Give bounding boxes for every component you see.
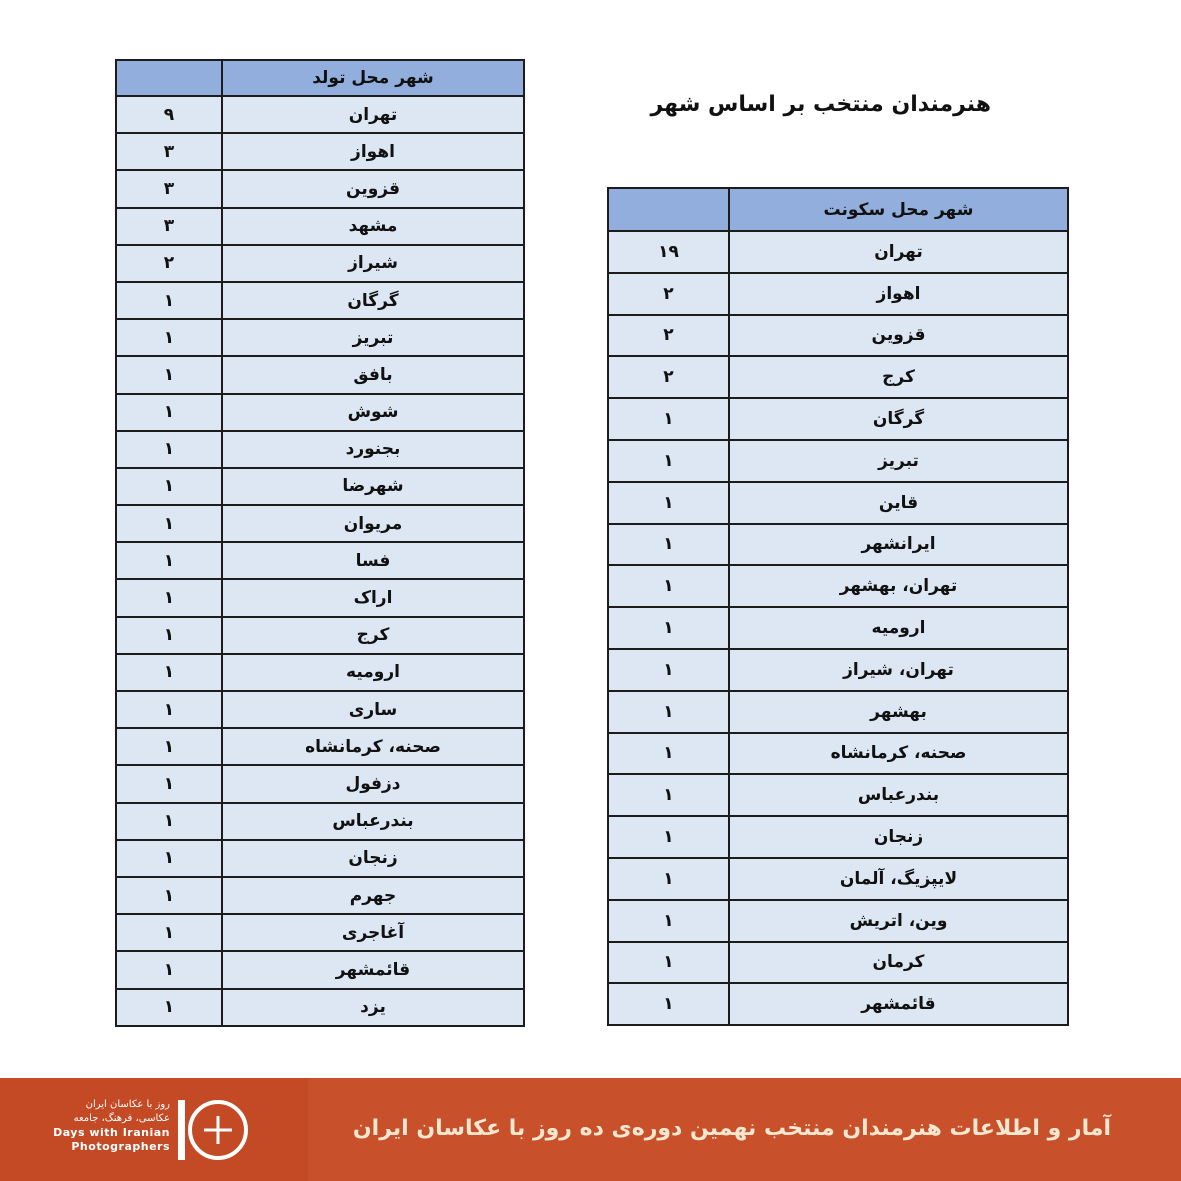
residence-table-count-cell: ۱۹ [608,231,729,273]
birth-table-city-cell: مشهد [222,208,524,245]
birth-table-row [116,542,524,579]
residence-table-city-cell: تهران، بهشهر [729,565,1068,607]
residence-table-row [608,733,1068,775]
birth-table-count-cell: ۱ [116,840,222,877]
birth-table-row [116,579,524,616]
residence-table-city-cell: تهران، شیراز [729,649,1068,691]
birth-table-row [116,840,524,877]
birth-table-row [116,505,524,542]
birth-table-row [116,691,524,728]
birth-table-count-cell: ۱ [116,579,222,616]
birth-table-row [116,133,524,170]
residence-table-row [608,858,1068,900]
residence-table-row [608,691,1068,733]
residence-table-count-cell: ۱ [608,858,729,900]
residence-table-count-cell: ۱ [608,691,729,733]
birth-table-count-cell: ۱ [116,765,222,802]
birth-table-city-cell: شهرضا [222,468,524,505]
birth-table-row [116,989,524,1026]
birth-table-count-cell: ۱ [116,468,222,505]
birth-table-city-cell: ارومیه [222,654,524,691]
birth-table-row [116,914,524,951]
logo-line-3: Days with Iranian [53,1126,170,1139]
residence-table-count-cell: ۱ [608,816,729,858]
birth-table-city-cell: یزد [222,989,524,1026]
birth-table-city-cell: تهران [222,96,524,133]
residence-table-row [608,315,1068,357]
residence-table-city-cell: اهواز [729,273,1068,315]
residence-table-header-count [608,188,729,231]
birth-table-count-cell: ۱ [116,282,222,319]
birth-table-row [116,356,524,393]
residence-table-city-cell: کرج [729,356,1068,398]
residence-table-row [608,983,1068,1025]
birth-table-city-cell: صحنه، کرمانشاه [222,728,524,765]
residence-table-row [608,231,1068,273]
birth-table-row [116,951,524,988]
birth-table-row [116,319,524,356]
birth-table-city-cell: قزوین [222,170,524,207]
birth-table-count-cell: ۱ [116,654,222,691]
residence-table-count-cell: ۱ [608,565,729,607]
birth-table-count-cell: ۱ [116,803,222,840]
residence-table-count-cell: ۱ [608,733,729,775]
page-title: هنرمندان منتخب بر اساس شهر [650,92,991,117]
logo-text [30,1098,170,1154]
birth-table-header-count [116,60,222,96]
birth-table-city-cell: ساری [222,691,524,728]
residence-table-count-cell: ۱ [608,482,729,524]
birth-table-row [116,468,524,505]
residence-table-header-row [608,188,1068,231]
birth-table-count-cell: ۱ [116,505,222,542]
residence-table-row [608,273,1068,315]
birth-table-row [116,170,524,207]
birth-table-row [116,877,524,914]
residence-table-row [608,816,1068,858]
birth-table-count-cell: ۳ [116,133,222,170]
birth-table-city-cell: کرج [222,617,524,654]
residence-table-count-cell: ۲ [608,356,729,398]
birth-city-table [115,59,525,1027]
birth-table-city-cell: قائمشهر [222,951,524,988]
birth-table-count-cell: ۱ [116,989,222,1026]
residence-table-row [608,649,1068,691]
birth-table-count-cell: ۱ [116,394,222,431]
residence-table-count-cell: ۱ [608,983,729,1025]
residence-table-count-cell: ۲ [608,273,729,315]
birth-table-count-cell: ۲ [116,245,222,282]
birth-table-row [116,654,524,691]
birth-table-count-cell: ۱ [116,877,222,914]
residence-table-row [608,356,1068,398]
birth-table-row [116,245,524,282]
birth-table-count-cell: ۱ [116,951,222,988]
residence-table-row [608,565,1068,607]
birth-table-count-cell: ۱ [116,431,222,468]
footer-caption: آمار و اطلاعات هنرمندان منتخب نهمین دوره‌ی ده روز با عکاسان ایران [352,1116,1111,1141]
residence-table-city-cell: بندرعباس [729,774,1068,816]
residence-table-row [608,440,1068,482]
birth-table-row [116,394,524,431]
birth-table-city-cell: بندرعباس [222,803,524,840]
birth-table-city-cell: دزفول [222,765,524,802]
residence-table-city-cell: وین، اتریش [729,900,1068,942]
birth-table-city-cell: مریوان [222,505,524,542]
residence-table-count-cell: ۲ [608,315,729,357]
residence-table-city-cell: گرگان [729,398,1068,440]
residence-table-count-cell: ۱ [608,607,729,649]
birth-table-count-cell: ۳ [116,170,222,207]
residence-table-count-cell: ۱ [608,398,729,440]
birth-table-body [116,96,524,1026]
residence-table-row [608,942,1068,984]
birth-table-count-cell: ۹ [116,96,222,133]
residence-table-row [608,482,1068,524]
residence-table-count-cell: ۱ [608,774,729,816]
birth-table-row [116,282,524,319]
birth-table-city-cell: بجنورد [222,431,524,468]
birth-table-count-cell: ۱ [116,617,222,654]
residence-table-body [608,231,1068,1025]
residence-table-row [608,900,1068,942]
residence-table-city-cell: ایرانشهر [729,524,1068,566]
ten-camera-logo-icon [176,1094,252,1166]
residence-table-count-cell: ۱ [608,440,729,482]
footer-banner [0,1078,1181,1181]
residence-table-city-cell: صحنه، کرمانشاه [729,733,1068,775]
logo-line-4: Photographers [71,1140,170,1153]
residence-city-table [607,187,1069,1026]
residence-table-count-cell: ۱ [608,649,729,691]
birth-table-city-cell: جهرم [222,877,524,914]
birth-table-city-cell: آغاجری [222,914,524,951]
birth-table-city-cell: شیراز [222,245,524,282]
residence-table-row [608,774,1068,816]
residence-table-city-cell: قاین [729,482,1068,524]
birth-table-city-cell: گرگان [222,282,524,319]
birth-table-row [116,208,524,245]
residence-table-row [608,607,1068,649]
birth-table-row [116,617,524,654]
birth-table-row [116,431,524,468]
birth-table-row [116,96,524,133]
logo-line-1: روز با عکاسان ایران [85,1099,170,1110]
birth-table-count-cell: ۱ [116,542,222,579]
birth-table-count-cell: ۱ [116,728,222,765]
residence-table-city-cell: بهشهر [729,691,1068,733]
footer-logo [0,1078,308,1181]
residence-table-row [608,398,1068,440]
residence-table-city-cell: قائمشهر [729,983,1068,1025]
birth-table-city-cell: اهواز [222,133,524,170]
birth-table-count-cell: ۱ [116,356,222,393]
residence-table-city-cell: تبریز [729,440,1068,482]
residence-table-city-cell: لایپزیگ، آلمان [729,858,1068,900]
birth-table-row [116,765,524,802]
residence-table-row [608,524,1068,566]
birth-table-header-city: شهر محل تولد [222,60,524,96]
birth-table-count-cell: ۳ [116,208,222,245]
birth-table-city-cell: اراک [222,579,524,616]
residence-table-count-cell: ۱ [608,900,729,942]
birth-table-row [116,728,524,765]
birth-table-header-row [116,60,524,96]
residence-table-count-cell: ۱ [608,942,729,984]
logo-line-2: عکاسی، فرهنگ، جامعه [73,1113,170,1124]
residence-table-city-cell: ارومیه [729,607,1068,649]
birth-table-city-cell: بافق [222,356,524,393]
residence-table-city-cell: تهران [729,231,1068,273]
birth-table-city-cell: فسا [222,542,524,579]
birth-table-row [116,803,524,840]
birth-table-city-cell: زنجان [222,840,524,877]
residence-table-header-city: شهر محل سکونت [729,188,1068,231]
residence-table-city-cell: کرمان [729,942,1068,984]
residence-table-city-cell: قزوین [729,315,1068,357]
residence-table-city-cell: زنجان [729,816,1068,858]
residence-table-count-cell: ۱ [608,524,729,566]
birth-table-count-cell: ۱ [116,319,222,356]
birth-table-city-cell: تبریز [222,319,524,356]
birth-table-city-cell: شوش [222,394,524,431]
birth-table-count-cell: ۱ [116,691,222,728]
birth-table-count-cell: ۱ [116,914,222,951]
